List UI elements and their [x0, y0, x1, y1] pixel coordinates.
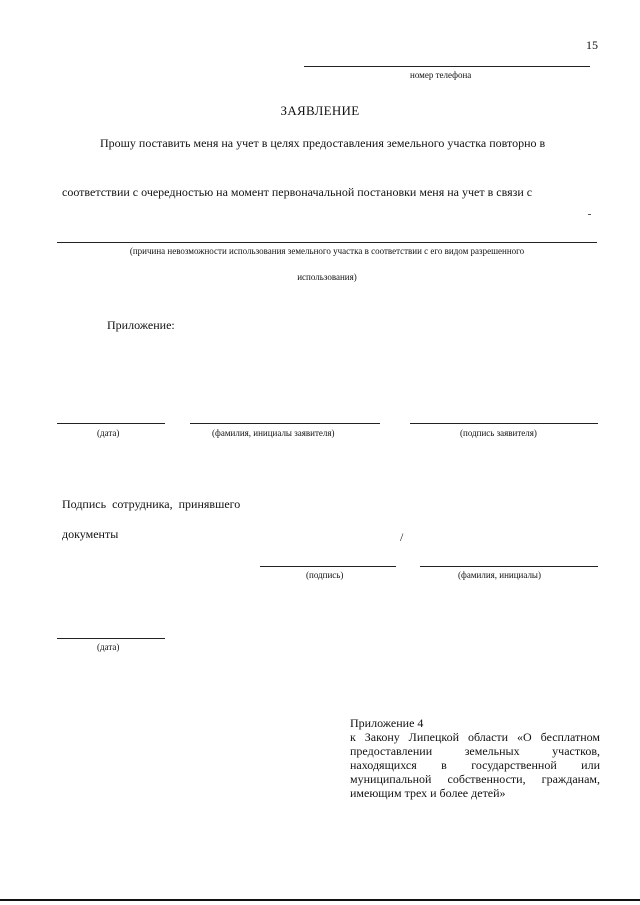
annex-line-4: находящихся в государственной или: [350, 758, 600, 772]
annex-line-2: к Закону Липецкой области «О бесплатном: [350, 730, 600, 744]
date-caption: (дата): [97, 428, 120, 438]
applicant-signature-caption: (подпись заявителя): [460, 428, 537, 438]
appendix-label: Приложение:: [107, 318, 175, 332]
reason-caption-line-2: использования): [297, 272, 357, 282]
annex-reference: [350, 716, 600, 800]
annex-line-6: имеющим трех и более детей»: [350, 786, 506, 800]
staff-documents-label: документы: [62, 527, 119, 541]
page-number: 15: [586, 38, 598, 52]
reason-line: [57, 242, 597, 243]
applicant-name-line: [190, 423, 380, 424]
staff-signature-label: Подпись сотрудника, принявшего: [62, 497, 241, 511]
phone-line: [304, 66, 590, 67]
staff-signature-line: [260, 566, 396, 567]
staff-date-caption: (дата): [97, 642, 120, 652]
annex-line-3: предоставлении земельных участков,: [350, 744, 600, 758]
staff-date-line: [57, 638, 165, 639]
applicant-name-caption: (фамилия, инициалы заявителя): [212, 428, 335, 438]
paragraph-line-1: Прошу поставить меня на учет в целях предоставления земельного участка повторно в: [100, 136, 546, 150]
annex-line-5: муниципальной собственности, гражданам,: [350, 772, 600, 786]
paragraph-line-2: соответствии с очередностью на момент первоначальной постановки меня на учет в связи с: [62, 185, 533, 199]
staff-name-caption: (фамилия, инициалы): [458, 570, 541, 580]
staff-name-line: [420, 566, 598, 567]
reason-caption-line-1: (причина невозможности использования земельного участка в соответствии с его видом разрешенного: [129, 246, 525, 256]
document-title: ЗАЯВЛЕНИЕ: [280, 103, 360, 118]
page-bottom-edge: [0, 899, 640, 901]
applicant-signature-line: [410, 423, 598, 424]
staff-signature-caption: (подпись): [306, 570, 344, 580]
phone-caption: номер телефона: [410, 70, 472, 80]
stray-mark: [588, 214, 591, 215]
annex-line-1: Приложение 4: [350, 716, 424, 730]
date-line: [57, 423, 165, 424]
slash-separator: /: [400, 530, 404, 544]
